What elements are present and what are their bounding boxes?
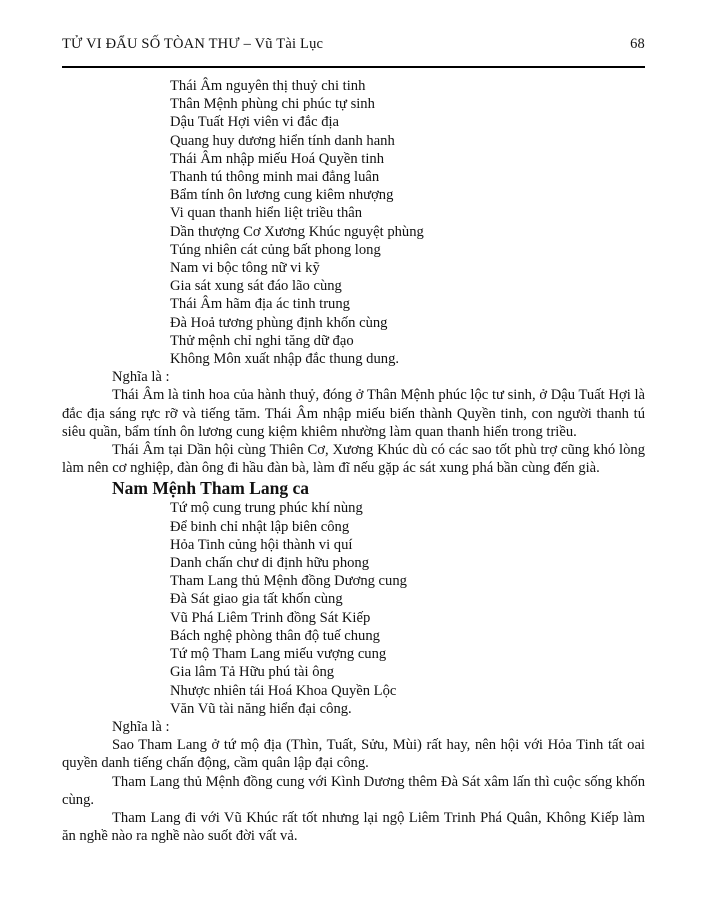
verse-line: Hỏa Tinh củng hội thành vi quí <box>170 536 353 553</box>
verse-line: Gia sát xung sát đáo lão cùng <box>170 278 342 295</box>
meaning-label: Nghĩa là : <box>112 718 170 735</box>
verse-line: Tứ mộ cung trung phúc khí nùng <box>170 500 363 517</box>
page-content <box>62 77 645 845</box>
header-rule <box>62 66 645 68</box>
page-header <box>62 36 645 53</box>
paragraph: Tham Lang thủ Mệnh đồng cung với Kình Dương thêm Đà Sát xâm lấn thì cuộc sống khốn cùng. <box>62 773 645 808</box>
verse-line: Đà Hoả tương phùng định khốn cùng <box>170 314 388 331</box>
verse-line: Thanh tú thông minh mai đẳng luân <box>170 169 380 186</box>
verse-line: Dậu Tuất Hợi viên vi đắc địa <box>170 114 340 131</box>
running-title: TỬ VI ĐẨU SỐ TÒAN THƯ – Vũ Tài Lục <box>62 36 324 52</box>
paragraph: Thái Âm tại Dần hội cùng Thiên Cơ, Xương Khúc dù có các sao tốt phù trợ cũng khó lòng làm nên cơ nghiệp, đàn ông đi hầu đàn bà, làm đĩ nếu gặp ác sát xung phá bần cùng đến già. <box>62 442 645 477</box>
verse-line: Thái Âm nguyên thị thuỷ chi tinh <box>170 78 366 94</box>
verse-line: Dần thượng Cơ Xương Khúc nguyệt phùng <box>170 223 424 240</box>
verse-line: Không Môn xuất nhập đắc thung dung. <box>170 351 400 368</box>
verse-line: Thân Mệnh phùng chi phúc tự sinh <box>170 96 375 113</box>
verse-thai-am <box>62 77 645 368</box>
verse-line: Túng nhiên cát củng bất phong long <box>170 241 381 258</box>
verse-line: Danh chấn chư di định hữu phong <box>170 555 370 572</box>
paragraph: Tham Lang đi với Vũ Khúc rất tốt nhưng lại ngộ Liêm Trinh Phá Quân, Không Kiếp làm ăn nghề nào ra nghề nào suốt đời vất vả. <box>62 809 645 845</box>
paragraph: Sao Tham Lang ở tứ mộ địa (Thìn, Tuất, Sửu, Mùi) rất hay, nên hội với Hỏa Tinh tất oai quyền danh tiếng chấn động, cầm quân lập đại công. <box>62 737 645 772</box>
verse-line: Tham Lang thủ Mệnh đồng Dương cung <box>170 573 407 590</box>
verse-line: Vi quan thanh hiển liệt triều thân <box>170 205 363 222</box>
meaning-label: Nghĩa là : <box>112 369 170 386</box>
verse-line: Thử mệnh chỉ nghi tăng dữ đạo <box>170 332 354 349</box>
verse-tham-lang <box>62 499 645 717</box>
verse-line: Nam vi bộc tông nữ vi kỹ <box>170 260 320 277</box>
paragraph: Thái Âm là tinh hoa của hành thuỷ, đóng ở Thân Mệnh phúc lộc tư sinh, ở Dậu Tuất Hợi là đắc địa sáng rực rỡ và tiếng tăm. Thái Âm nhập miếu biến thành Quyền tinh, con người thanh tú siêu quần, bẩm tính ôn lương cung kiệm khiêm nhường làm quan thanh hiển trong triều. <box>62 387 645 440</box>
page-number: 68 <box>630 36 645 52</box>
verse-line: Bẩm tính ôn lương cung kiêm nhượng <box>170 187 394 204</box>
section-heading: Nam Mệnh Tham Lang ca <box>112 478 310 499</box>
verse-line: Gia lâm Tả Hữu phú tài ông <box>170 664 335 681</box>
verse-line: Bách nghệ phòng thân độ tuế chung <box>170 627 380 644</box>
verse-line: Văn Vũ tài năng hiển đại công. <box>170 700 352 717</box>
verse-line: Tứ mộ Tham Lang miếu vượng cung <box>170 646 387 663</box>
verse-line: Quang huy dương hiển tính danh hanh <box>170 132 395 149</box>
verse-line: Thái Âm hãm địa ác tinh trung <box>170 296 350 313</box>
verse-line: Đà Sát giao gia tất khốn cùng <box>170 591 343 608</box>
verse-line: Nhược nhiên tái Hoá Khoa Quyền Lộc <box>170 682 397 699</box>
verse-line: Để binh chỉ nhật lập biên công <box>170 518 350 535</box>
verse-line: Vũ Phá Liêm Trinh đồng Sát Kiếp <box>170 609 371 626</box>
verse-line: Thái Âm nhập miếu Hoá Quyền tinh <box>170 150 384 167</box>
